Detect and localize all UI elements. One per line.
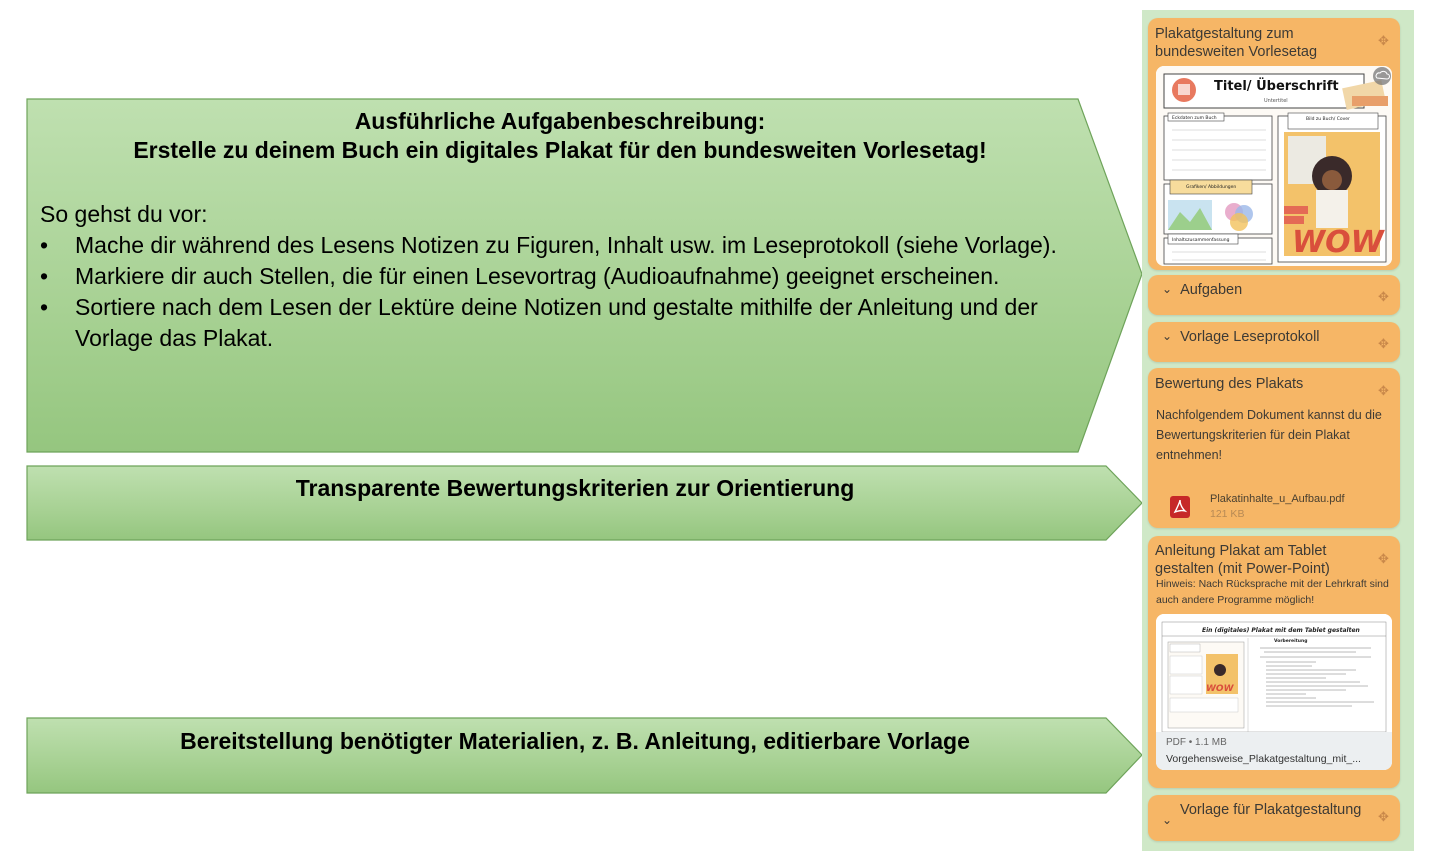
grading-card-title: Bewertung des Plakats	[1155, 376, 1304, 392]
poster-card[interactable]	[1148, 18, 1400, 270]
task-step-text: Markiere dir auch Stellen, die für einen Lesevortrag (Audioaufnahme) geeignet erscheinen.	[75, 263, 1000, 289]
preview-wow: WOW	[1292, 225, 1384, 260]
task-step	[40, 261, 1090, 292]
preview-box-summary: Inhaltszusammenfassung	[1172, 238, 1230, 243]
chevron-down-icon[interactable]: ⌄	[1162, 329, 1173, 343]
preview-box-right: Bild zu Buch/ Cover	[1306, 117, 1350, 122]
guide-card-body: Hinweis: Nach Rücksprache mit der Lehrkraft sind auch andere Programme möglich!	[1156, 578, 1389, 606]
tasks-card-header	[1162, 281, 1377, 299]
template-card-title: Vorlage für Plakatgestaltung	[1180, 802, 1362, 818]
guide-file-attachment[interactable]	[1156, 614, 1392, 770]
guide-file-meta: PDF • 1.1 MB	[1166, 737, 1227, 748]
protocol-card-title: Vorlage Leseprotokoll	[1180, 329, 1320, 345]
task-callout-title	[40, 107, 1080, 165]
drag-handle-icon[interactable]: ✥	[1378, 33, 1389, 48]
tasks-card[interactable]	[1148, 275, 1400, 315]
poster-card-title: Plakatgestaltung zum bundesweiten Vorlesetag	[1155, 26, 1318, 60]
task-step	[40, 230, 1090, 261]
drag-handle-icon[interactable]: ✥	[1378, 809, 1389, 824]
protocol-card[interactable]	[1148, 322, 1400, 362]
task-step	[40, 292, 1090, 354]
drag-handle-icon[interactable]: ✥	[1378, 289, 1389, 304]
drag-handle-icon[interactable]: ✥	[1378, 336, 1389, 351]
chevron-down-icon[interactable]: ⌄	[1162, 282, 1173, 296]
task-title-line2: Erstelle zu deinem Buch ein digitales Plakat für den bundesweiten Vorlesetag!	[133, 137, 987, 163]
guide-file-footer	[1156, 732, 1392, 770]
svg-text:WOW: WOW	[1206, 684, 1234, 694]
guide-card-title: Anleitung Plakat am Tablet gestalten (mit Power-Point)	[1155, 543, 1330, 577]
guide-preview-section: Vorbereitung	[1274, 639, 1308, 644]
task-step-text: Mache dir während des Lesens Notizen zu Figuren, Inhalt usw. im Leseprotokoll (siehe Vorlage).	[75, 232, 1057, 258]
grading-card[interactable]	[1148, 368, 1400, 528]
drag-handle-icon[interactable]: ✥	[1378, 383, 1389, 398]
grading-file-size: 121 KB	[1210, 508, 1245, 520]
pdf-icon	[1170, 496, 1190, 518]
materials-callout-title: Bereitstellung benötigter Materialien, z. B. Anleitung, editierbare Vorlage	[180, 728, 970, 754]
tasks-card-title: Aufgaben	[1180, 282, 1243, 298]
poster-preview-graphic	[1156, 66, 1392, 266]
task-title-line1: Ausführliche Aufgabenbeschreibung:	[354, 108, 766, 134]
drag-handle-icon[interactable]: ✥	[1378, 551, 1389, 566]
grading-file-link[interactable]: Plakatinhalte_u_Aufbau.pdf	[1210, 493, 1345, 505]
criteria-callout-title: Transparente Bewertungskriterien zur Orientierung	[295, 475, 855, 501]
bullet-symbol: •	[40, 232, 49, 258]
task-steps-list	[40, 230, 1090, 354]
poster-preview-image[interactable]	[1156, 66, 1392, 266]
guide-card[interactable]	[1148, 536, 1400, 788]
preview-box-graphics: Grafiken/ Abbildungen	[1186, 185, 1237, 190]
protocol-card-header	[1162, 328, 1377, 346]
preview-sub: Untertitel	[1264, 98, 1288, 104]
guide-preview-graphic	[1156, 614, 1392, 732]
grading-card-body: Nachfolgendem Dokument kannst du die Bewertungskriterien für dein Plakat entnehmen!	[1156, 408, 1382, 462]
template-card[interactable]	[1148, 795, 1400, 841]
template-card-header	[1162, 801, 1362, 827]
guide-file-name[interactable]: Vorgehensweise_Plakatgestaltung_mit_...	[1166, 753, 1361, 765]
chevron-down-icon[interactable]: ⌄	[1162, 813, 1173, 827]
bullet-symbol: •	[40, 263, 49, 289]
bullet-symbol: •	[40, 294, 49, 320]
preview-heading: Titel/ Überschrift	[1214, 79, 1339, 94]
task-step-text: Sortiere nach dem Lesen der Lektüre deine Notizen und gestalte mithilfe der Anleitung und der Vorlage das Plakat.	[75, 294, 1038, 351]
guide-preview-heading: Ein (digitales) Plakat mit dem Tablet gestalten	[1202, 627, 1360, 634]
preview-box-left: Eckdaten zum Buch	[1172, 116, 1217, 121]
task-intro: So gehst du vor:	[40, 201, 208, 227]
